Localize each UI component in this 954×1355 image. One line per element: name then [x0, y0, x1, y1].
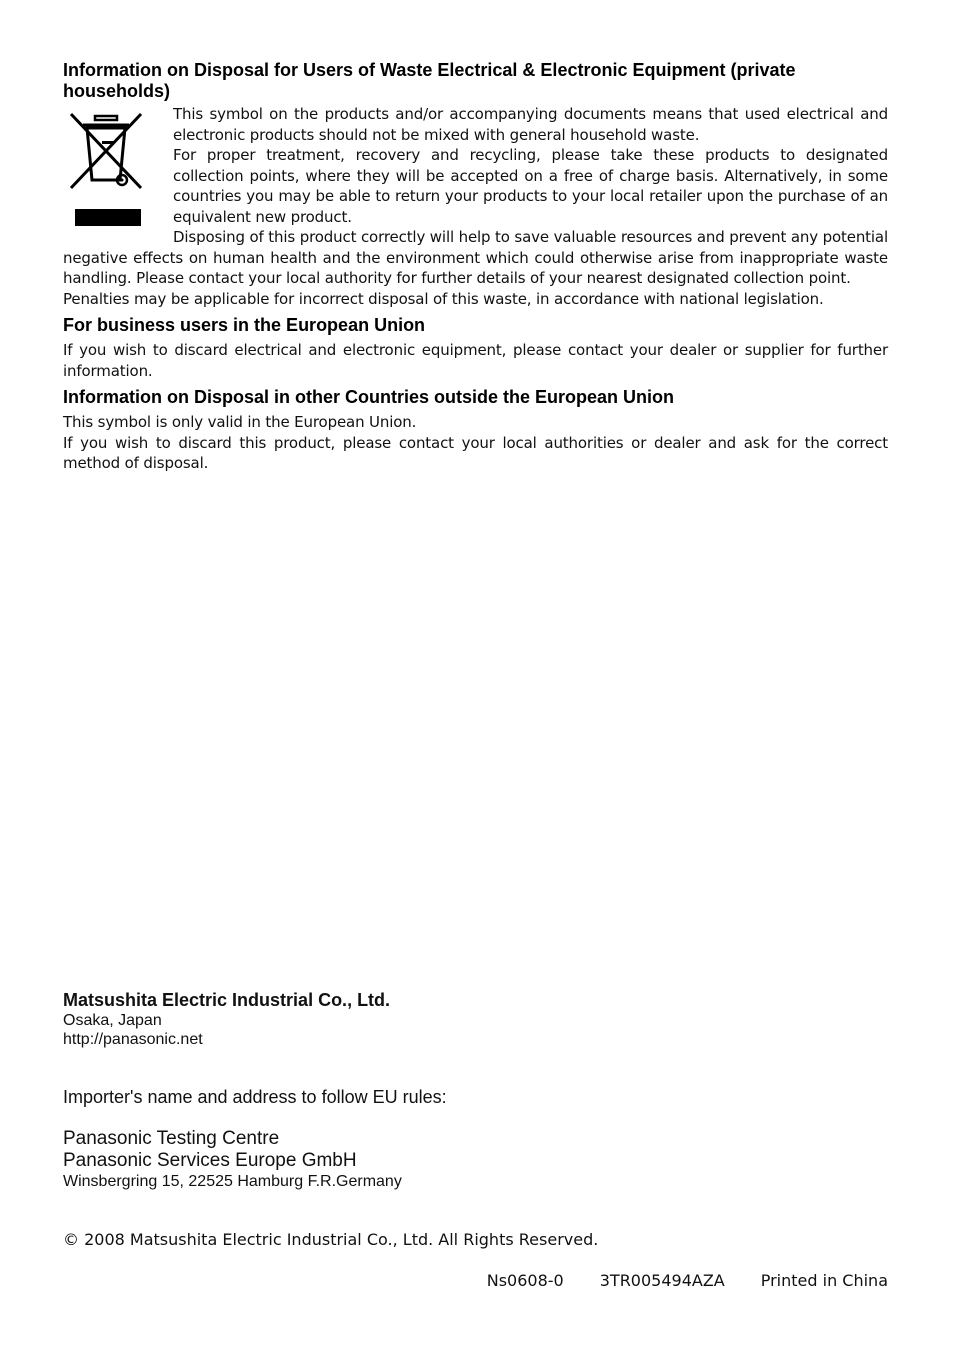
outside-eu-paragraph-1: This symbol is only valid in the European Union.	[63, 413, 417, 431]
company-location: Osaka, Japan	[63, 1012, 162, 1029]
company-block	[63, 990, 888, 1049]
copyright-notice: © 2008 Matsushita Electric Industrial Co., Ltd. All Rights Reserved.	[63, 1230, 599, 1249]
outside-eu-title: Information on Disposal in other Countries outside the European Union	[63, 387, 675, 407]
importer-label: Importer's name and address to follow EU rules:	[63, 1087, 447, 1107]
weee-title: Information on Disposal for Users of Waste Electrical & Electronic Equipment (private households)	[63, 60, 796, 101]
crossed-out-wheelie-bin-icon	[65, 108, 147, 236]
weee-paragraph-4: Penalties may be applicable for incorrect disposal of this waste, in accordance with national legislation.	[63, 289, 824, 308]
document-codes	[487, 1271, 888, 1290]
business-paragraph: If you wish to discard electrical and electronic equipment, please contact your dealer or supplier for further information.	[63, 341, 888, 380]
outside-eu-paragraph-2: If you wish to discard this product, please contact your local authorities or dealer and ask for the correct method of disposal.	[63, 433, 888, 472]
document-code-1: Ns0608-0	[486, 1271, 564, 1290]
importer-block	[63, 1128, 402, 1191]
weee-paragraph-2: For proper treatment, recovery and recycling, please take these products to designated collection points, where they will be accepted on a free of charge basis. Alternatively, in some countries you may be able to return your products to your local retailer upon the purchase of an equivalent new product.	[173, 146, 888, 226]
company-name: Matsushita Electric Industrial Co., Ltd.	[63, 990, 391, 1010]
weee-paragraph-1: This symbol on the products and/or accompanying documents means that used electrical and electronic products should not be mixed with general household waste.	[173, 105, 888, 144]
company-url: http://panasonic.net	[63, 1031, 203, 1048]
business-title: For business users in the European Union	[63, 315, 426, 335]
importer-address: Winsbergring 15, 22525 Hamburg F.R.Germany	[63, 1173, 402, 1190]
importer-line-2: Panasonic Services Europe GmbH	[63, 1150, 357, 1171]
document-code-2: 3TR005494AZA	[599, 1271, 725, 1290]
printed-in-label: Printed in China	[760, 1271, 888, 1290]
importer-line-1: Panasonic Testing Centre	[63, 1128, 280, 1149]
weee-paragraph-3: Disposing of this product correctly will help to save valuable resources and prevent any potential negative effects on human health and the environment which could otherwise arise from inappropriate waste handling. Please contact your local authority for further details of your nearest designated collection point.	[63, 228, 888, 287]
document-body	[63, 60, 888, 474]
